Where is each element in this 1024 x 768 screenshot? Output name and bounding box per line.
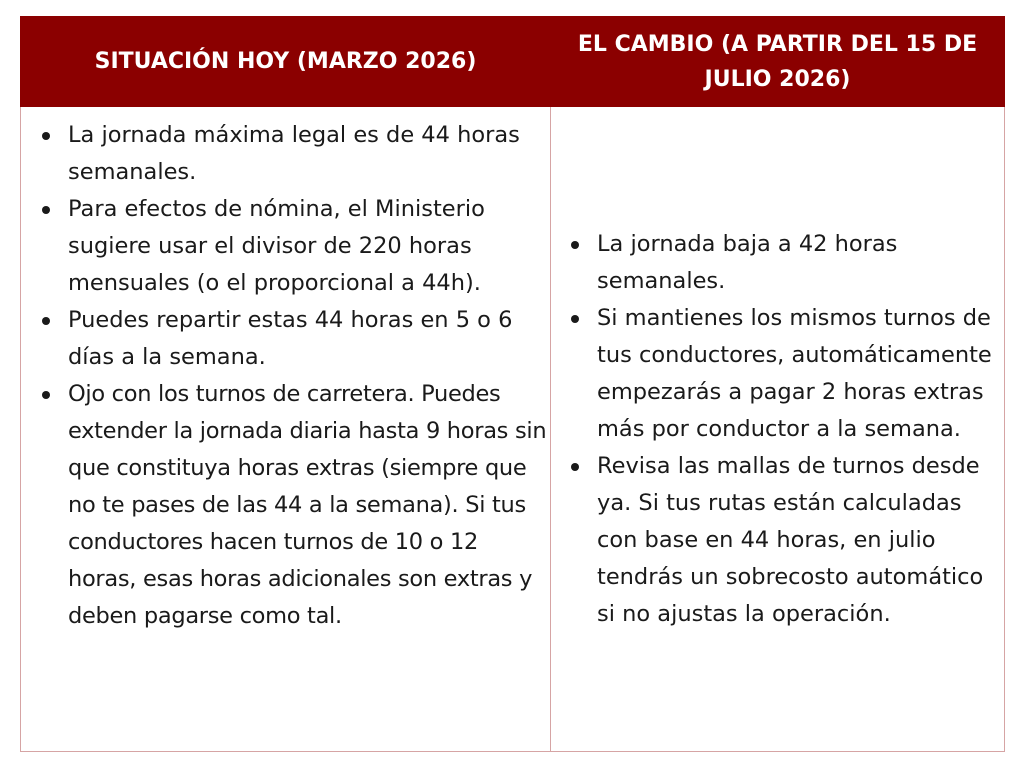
change-item-overtime: Si mantienes los mismos turnos de tus conductores, automáticamente empezarás a pagar 2 horas extras más por conductor a la semana. — [597, 300, 1004, 448]
comparison-table — [20, 16, 1005, 752]
change-cell — [551, 107, 1005, 752]
change-item-review-shifts: Revisa las mallas de turnos desde ya. Si tus rutas están calculadas con base en 44 horas, en julio tendrás un sobrecosto automático si no ajustas la operación. — [597, 448, 1004, 633]
current-item-road-shifts: Ojo con los turnos de carretera. Puedes extender la jornada diaria hasta 9 horas sin que constituya horas extras (siempre que no te pases de las 44 a la semana). Si tus conductores hacen turnos de 10 o 12 horas, esas horas adicionales son extras y deben pagarse como tal. — [68, 376, 548, 635]
current-item-max-hours: La jornada máxima legal es de 44 horas semanales. — [68, 117, 548, 191]
current-situation-cell — [21, 107, 551, 752]
content-row — [21, 107, 1005, 752]
header-current-situation: SITUACIÓN HOY (MARZO 2026) — [21, 17, 551, 107]
current-situation-list — [21, 107, 550, 635]
change-list — [551, 226, 1004, 633]
current-item-distribution: Puedes repartir estas 44 horas en 5 o 6 días a la semana. — [68, 302, 548, 376]
change-item-reduced-hours: La jornada baja a 42 horas semanales. — [597, 226, 1004, 300]
header-change: EL CAMBIO (A PARTIR DEL 15 DE JULIO 2026) — [551, 17, 1005, 107]
header-row — [21, 17, 1005, 107]
current-item-payroll-divisor: Para efectos de nómina, el Ministerio sugiere usar el divisor de 220 horas mensuales (o el proporcional a 44h). — [68, 191, 548, 302]
